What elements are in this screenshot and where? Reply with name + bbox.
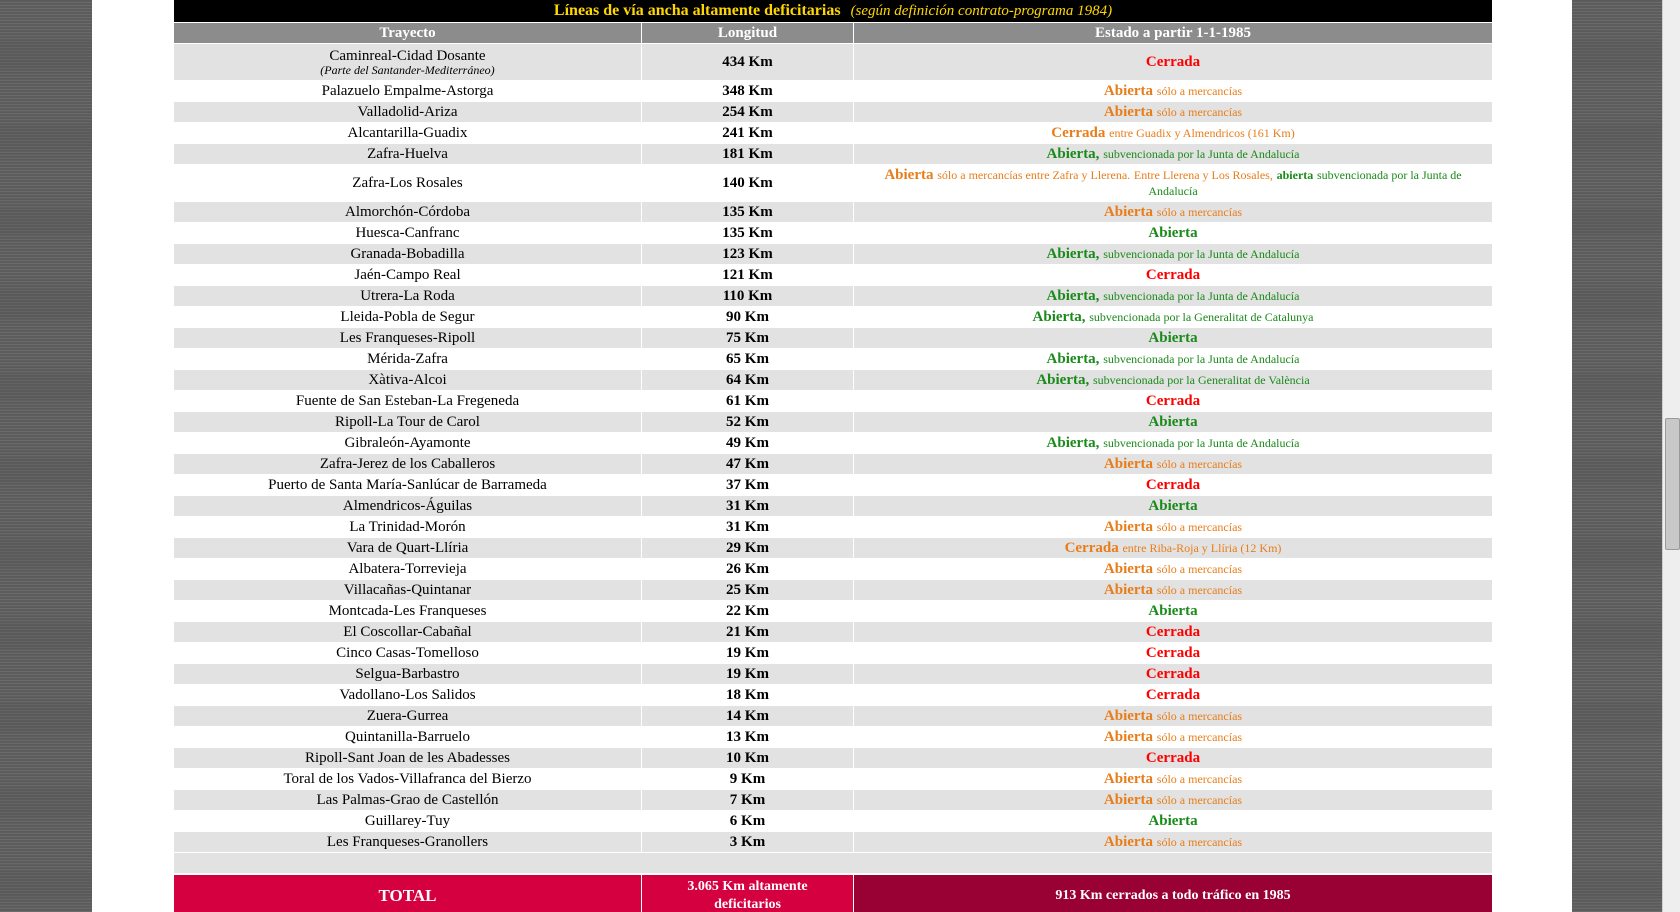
status-detail: sólo a mercancías	[1156, 105, 1243, 119]
status-cell	[854, 832, 1492, 852]
table-row	[174, 768, 1492, 789]
status-label: Abierta	[1103, 582, 1154, 598]
status-label: Abierta	[1103, 771, 1154, 787]
page-content	[92, 0, 1572, 912]
status-label: Cerrada	[1051, 125, 1106, 141]
table-row	[174, 831, 1492, 852]
status-cell	[854, 328, 1492, 348]
table-row	[174, 164, 1492, 201]
vertical-scrollbar[interactable]	[1662, 0, 1680, 912]
length-cell: 75 Km	[642, 328, 854, 348]
length-cell: 7 Km	[642, 790, 854, 810]
route-cell	[174, 643, 642, 663]
route-name: Jaén-Campo Real	[354, 267, 461, 283]
table-row	[174, 411, 1492, 432]
status-label: Abierta	[1103, 708, 1154, 724]
status-cell	[854, 370, 1492, 390]
route-name: Quintanilla-Barruelo	[345, 729, 470, 745]
length-cell: 49 Km	[642, 433, 854, 453]
status-cell	[854, 622, 1492, 642]
status-cell	[854, 580, 1492, 600]
route-cell	[174, 165, 642, 201]
length-cell: 123 Km	[642, 244, 854, 264]
length-cell: 181 Km	[642, 144, 854, 164]
status-cell	[854, 307, 1492, 327]
route-name: Las Palmas-Grao de Castellón	[316, 792, 499, 808]
table-row	[174, 726, 1492, 747]
route-cell	[174, 307, 642, 327]
status-cell	[854, 144, 1492, 164]
status-cell	[854, 496, 1492, 516]
route-name: Guillarey-Tuy	[364, 813, 451, 829]
status-detail: sólo a mercancías	[1156, 205, 1243, 219]
length-cell: 121 Km	[642, 265, 854, 285]
length-cell: 31 Km	[642, 496, 854, 516]
status-label: Abierta,	[1046, 146, 1100, 162]
status-detail: sólo a mercancías	[1156, 520, 1243, 534]
status-cell	[854, 559, 1492, 579]
table-row	[174, 143, 1492, 164]
route-name: Alcantarilla-Guadix	[347, 125, 468, 141]
route-name: Lleida-Pobla de Segur	[340, 309, 475, 325]
route-name: Vara de Quart-Llíria	[346, 540, 469, 556]
route-cell	[174, 538, 642, 558]
status-cell	[854, 643, 1492, 663]
status-label: Cerrada	[1145, 267, 1201, 283]
status-label: Abierta	[884, 167, 934, 183]
status-detail: subvencionada por la Junta de Andalucía	[1103, 352, 1300, 366]
length-cell: 348 Km	[642, 81, 854, 101]
route-cell	[174, 391, 642, 411]
status-cell	[854, 165, 1492, 201]
route-cell	[174, 44, 642, 80]
status-cell	[854, 811, 1492, 831]
table-row	[174, 474, 1492, 495]
route-cell	[174, 81, 642, 101]
total-length	[642, 875, 854, 912]
route-note: (Parte del Santander-Mediterráneo)	[320, 62, 495, 77]
total-row	[174, 875, 1492, 912]
table-spacer-row	[174, 852, 1492, 873]
route-cell	[174, 706, 642, 726]
length-cell: 65 Km	[642, 349, 854, 369]
status-detail: entre Guadix y Almendricos (161 Km)	[1109, 126, 1295, 140]
table-row	[174, 600, 1492, 621]
status-detail: sólo a mercancías	[1156, 562, 1243, 576]
route-cell	[174, 748, 642, 768]
length-cell: 9 Km	[642, 769, 854, 789]
table-row	[174, 348, 1492, 369]
route-cell	[174, 559, 642, 579]
status-cell	[854, 475, 1492, 495]
route-name: Almendricos-Águilas	[342, 498, 473, 514]
status-detail: sólo a mercancías	[1156, 793, 1243, 807]
route-name: Valladolid-Ariza	[357, 104, 458, 120]
table-row	[174, 705, 1492, 726]
route-cell	[174, 286, 642, 306]
header-length: Longitud	[642, 23, 854, 43]
status-label: Cerrada	[1145, 54, 1201, 70]
route-cell	[174, 475, 642, 495]
status-label: Cerrada	[1145, 393, 1201, 409]
status-label: Abierta	[1103, 104, 1154, 120]
route-name: Cinco Casas-Tomelloso	[336, 645, 479, 661]
status-cell	[854, 202, 1492, 222]
status-cell	[854, 706, 1492, 726]
route-cell	[174, 412, 642, 432]
status-detail: sólo a mercancías	[1156, 709, 1243, 723]
length-cell: 21 Km	[642, 622, 854, 642]
status-label: Cerrada	[1145, 645, 1201, 661]
route-name: El Coscollar-Cabañal	[343, 624, 472, 640]
table-row	[174, 201, 1492, 222]
route-name: Ripoll-La Tour de Carol	[335, 414, 480, 430]
status-label: Cerrada	[1145, 750, 1201, 766]
table-row	[174, 495, 1492, 516]
status-detail: entre Riba-Roja y Llíria (12 Km)	[1122, 541, 1282, 555]
route-cell	[174, 790, 642, 810]
table-row	[174, 390, 1492, 411]
scrollbar-thumb[interactable]	[1665, 418, 1680, 550]
table-row	[174, 101, 1492, 122]
route-name: Zafra-Los Rosales	[352, 175, 463, 191]
route-cell	[174, 102, 642, 122]
length-cell: 135 Km	[642, 223, 854, 243]
route-cell	[174, 685, 642, 705]
status-cell	[854, 454, 1492, 474]
status-label: Abierta	[1148, 330, 1198, 346]
status-detail-secondary: Entre Llerena y Los Rosales,	[1133, 168, 1273, 182]
status-cell	[854, 391, 1492, 411]
status-label: Cerrada	[1145, 687, 1201, 703]
table-row	[174, 789, 1492, 810]
route-name: Zafra-Jerez de los Caballeros	[319, 456, 496, 472]
table-row	[174, 537, 1492, 558]
table-row	[174, 432, 1492, 453]
status-cell	[854, 349, 1492, 369]
table-row	[174, 810, 1492, 831]
route-name: Selgua-Barbastro	[355, 666, 460, 682]
length-cell: 29 Km	[642, 538, 854, 558]
status-cell	[854, 685, 1492, 705]
status-detail: sólo a mercancías	[1156, 730, 1243, 744]
length-cell: 18 Km	[642, 685, 854, 705]
table-row	[174, 621, 1492, 642]
length-cell: 254 Km	[642, 102, 854, 122]
status-detail: sólo a mercancías entre Zafra y Llerena.	[937, 168, 1131, 182]
status-cell	[854, 769, 1492, 789]
table-row	[174, 80, 1492, 101]
length-cell: 64 Km	[642, 370, 854, 390]
route-name: Granada-Bobadilla	[350, 246, 465, 262]
status-detail-bold: abierta	[1276, 168, 1314, 182]
status-cell	[854, 601, 1492, 621]
table-title: Líneas de vía ancha altamente deficitarias	[553, 2, 841, 19]
status-label: Abierta,	[1032, 309, 1086, 325]
length-cell: 13 Km	[642, 727, 854, 747]
route-name: Xàtiva-Alcoi	[368, 372, 447, 388]
status-cell	[854, 433, 1492, 453]
route-name: La Trinidad-Morón	[349, 519, 466, 535]
route-cell	[174, 123, 642, 143]
route-name: Puerto de Santa María-Sanlúcar de Barrameda	[268, 477, 547, 493]
route-name: Zuera-Gurrea	[366, 708, 449, 724]
table-row	[174, 684, 1492, 705]
length-cell: 3 Km	[642, 832, 854, 852]
table-subtitle: (según definición contrato-programa 1984)	[850, 3, 1113, 19]
status-detail: sólo a mercancías	[1156, 84, 1243, 98]
status-label: Abierta	[1103, 561, 1154, 577]
route-name: Villacañas-Quintanar	[343, 582, 472, 598]
status-cell	[854, 517, 1492, 537]
status-cell	[854, 727, 1492, 747]
status-label: Cerrada	[1145, 624, 1201, 640]
length-cell: 31 Km	[642, 517, 854, 537]
route-name: Zafra-Huelva	[367, 146, 448, 162]
status-label: Abierta	[1103, 83, 1154, 99]
status-cell	[854, 286, 1492, 306]
status-label: Abierta,	[1046, 288, 1100, 304]
route-cell	[174, 328, 642, 348]
length-cell: 110 Km	[642, 286, 854, 306]
status-detail: subvencionada por la Generalitat de València	[1092, 373, 1310, 387]
length-cell: 90 Km	[642, 307, 854, 327]
table-header-row	[174, 22, 1492, 43]
length-cell: 140 Km	[642, 165, 854, 201]
route-cell	[174, 517, 642, 537]
route-name: Palazuelo Empalme-Astorga	[321, 83, 494, 99]
total-length-line1: 3.065 Km altamente	[687, 879, 808, 894]
route-cell	[174, 496, 642, 516]
length-cell: 19 Km	[642, 664, 854, 684]
status-label: Abierta	[1148, 414, 1198, 430]
table-row	[174, 558, 1492, 579]
route-name: Huesca-Canfranc	[355, 225, 460, 241]
length-cell: 434 Km	[642, 44, 854, 80]
route-cell	[174, 265, 642, 285]
status-cell	[854, 123, 1492, 143]
status-label: Abierta	[1103, 456, 1154, 472]
length-cell: 241 Km	[642, 123, 854, 143]
status-detail: subvencionada por la Generalitat de Catalunya	[1089, 310, 1314, 324]
table-row	[174, 579, 1492, 600]
table-body	[174, 43, 1492, 852]
route-cell	[174, 727, 642, 747]
status-cell	[854, 538, 1492, 558]
length-cell: 14 Km	[642, 706, 854, 726]
table-row	[174, 285, 1492, 306]
length-cell: 61 Km	[642, 391, 854, 411]
route-cell	[174, 202, 642, 222]
status-label: Abierta	[1148, 603, 1198, 619]
route-name: Montcada-Les Franqueses	[328, 603, 487, 619]
status-label: Abierta,	[1046, 246, 1100, 262]
route-name: Les Franqueses-Granollers	[326, 834, 489, 850]
status-label: Cerrada	[1064, 540, 1119, 556]
route-name: Fuente de San Esteban-La Fregeneda	[295, 393, 520, 409]
route-cell	[174, 454, 642, 474]
status-detail: subvencionada por la Junta de Andalucía	[1103, 247, 1300, 261]
status-detail: sólo a mercancías	[1156, 457, 1243, 471]
route-name: Gibraleón-Ayamonte	[344, 435, 471, 451]
status-cell	[854, 223, 1492, 243]
length-cell: 19 Km	[642, 643, 854, 663]
status-label: Abierta	[1148, 498, 1198, 514]
route-name: Toral de los Vados-Villafranca del Bierzo	[283, 771, 532, 787]
route-name: Albatera-Torrevieja	[348, 561, 467, 577]
deficit-lines-table	[174, 0, 1492, 912]
route-cell	[174, 664, 642, 684]
table-row	[174, 747, 1492, 768]
route-name: Utrera-La Roda	[360, 288, 455, 304]
status-detail: subvencionada por la Junta de Andalucía	[1103, 436, 1300, 450]
status-label: Abierta	[1103, 834, 1154, 850]
length-cell: 6 Km	[642, 811, 854, 831]
route-cell	[174, 433, 642, 453]
status-label: Abierta,	[1046, 435, 1100, 451]
length-cell: 52 Km	[642, 412, 854, 432]
header-route: Trayecto	[174, 23, 642, 43]
header-status: Estado a partir 1-1-1985	[1095, 24, 1251, 41]
length-cell: 135 Km	[642, 202, 854, 222]
route-cell	[174, 370, 642, 390]
status-cell	[854, 412, 1492, 432]
status-cell	[854, 102, 1492, 122]
status-label: Abierta	[1103, 792, 1154, 808]
route-name: Vadollano-Los Salidos	[339, 687, 476, 703]
status-label: Abierta	[1103, 204, 1154, 220]
status-detail: sólo a mercancías	[1156, 772, 1243, 786]
status-detail: sólo a mercancías	[1156, 583, 1243, 597]
route-cell	[174, 144, 642, 164]
table-title-bar	[174, 0, 1492, 22]
table-row	[174, 663, 1492, 684]
length-cell: 47 Km	[642, 454, 854, 474]
route-cell	[174, 811, 642, 831]
status-label: Abierta	[1103, 519, 1154, 535]
status-detail: subvencionada por la Junta de Andalucía	[1103, 147, 1300, 161]
table-row	[174, 243, 1492, 264]
route-name: Almorchón-Córdoba	[345, 204, 470, 220]
table-row	[174, 122, 1492, 143]
table-row	[174, 327, 1492, 348]
route-name: Caminreal-Cidad Dosante	[329, 47, 486, 64]
table-row	[174, 453, 1492, 474]
route-cell	[174, 601, 642, 621]
status-detail: subvencionada por la Junta de Andalucía	[1103, 289, 1300, 303]
length-cell: 22 Km	[642, 601, 854, 621]
route-cell	[174, 244, 642, 264]
route-name: Les Franqueses-Ripoll	[339, 330, 476, 346]
route-cell	[174, 580, 642, 600]
table-row	[174, 516, 1492, 537]
status-cell	[854, 265, 1492, 285]
total-label: TOTAL	[174, 875, 642, 912]
route-cell	[174, 622, 642, 642]
status-cell	[854, 748, 1492, 768]
table-row	[174, 369, 1492, 390]
status-cell	[854, 790, 1492, 810]
status-cell	[854, 664, 1492, 684]
length-cell: 26 Km	[642, 559, 854, 579]
table-row	[174, 642, 1492, 663]
table-row	[174, 222, 1492, 243]
length-cell: 25 Km	[642, 580, 854, 600]
status-label: Abierta	[1148, 225, 1198, 241]
status-detail: sólo a mercancías	[1156, 835, 1243, 849]
route-cell	[174, 349, 642, 369]
route-cell	[174, 832, 642, 852]
route-cell	[174, 223, 642, 243]
length-cell: 37 Km	[642, 475, 854, 495]
table-row	[174, 264, 1492, 285]
status-cell	[854, 81, 1492, 101]
status-cell	[854, 44, 1492, 80]
status-label: Abierta	[1148, 813, 1198, 829]
table-row	[174, 306, 1492, 327]
table-row	[174, 43, 1492, 80]
status-label: Abierta,	[1046, 351, 1100, 367]
status-label: Cerrada	[1145, 666, 1201, 682]
status-label: Cerrada	[1145, 477, 1201, 493]
total-length-line2: deficitarios	[714, 897, 781, 912]
length-cell: 10 Km	[642, 748, 854, 768]
status-label: Abierta,	[1036, 372, 1090, 388]
status-cell	[854, 244, 1492, 264]
total-closed: 913 Km cerrados a todo tráfico en 1985	[854, 875, 1492, 912]
route-name: Ripoll-Sant Joan de les Abadesses	[305, 750, 510, 766]
status-label: Abierta	[1103, 729, 1154, 745]
status-detail-tail: subvencionada por la Junta de Andalucía	[1148, 168, 1462, 198]
route-name: Mérida-Zafra	[367, 351, 448, 367]
route-cell	[174, 769, 642, 789]
